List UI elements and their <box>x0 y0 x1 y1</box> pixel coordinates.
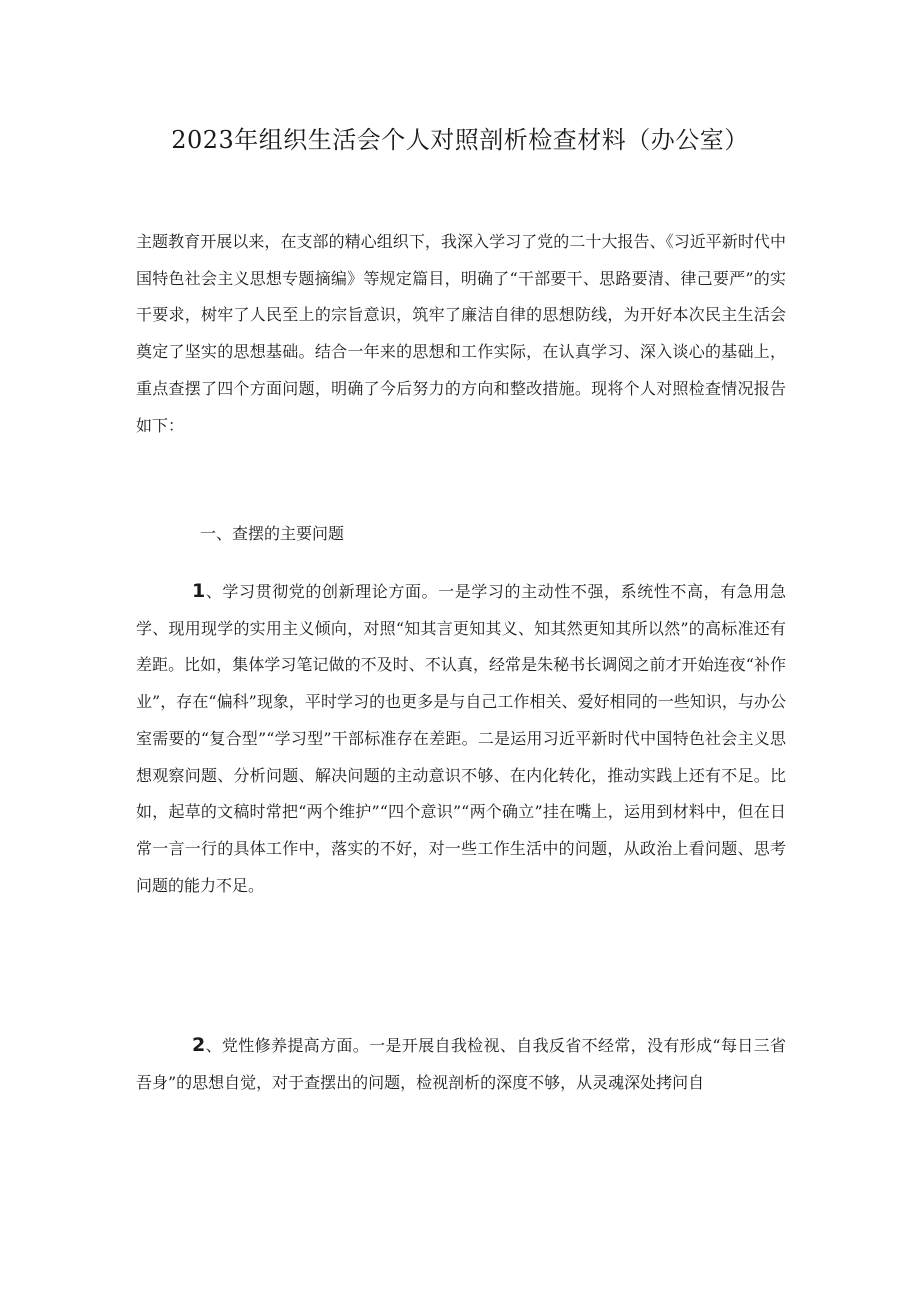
section-heading: 一、查摆的主要问题 <box>200 524 345 543</box>
item-1-number: 1 <box>192 580 206 602</box>
item-2-text: 、党性修养提高方面。一是开展自我检视、自我反省不经常，没有形成“每日三省吾身”的思想自觉，对于查摆出的问题，检视剖析的深度不够，从灵魂深处拷问自 <box>136 1036 786 1092</box>
document-title: 2023年组织生活会个人对照剖析检查材料（办公室） <box>171 126 749 154</box>
intro-paragraph: 主题教育开展以来，在支部的精心组织下，我深入学习了党的二十大报告、《习近平新时代中国特色社会主义思想专题摘编》等规定篇目，明确了“干部要干、思路要清、律己要严”的实干要求，树牢了人民至上的宗旨意识，筑牢了廉洁自律的思想防线，为开好本次民主生活会奠定了坚实的思想基础。结合一年来的思想和工作实际，在认真学习、深入谈心的基础上，重点查摆了四个方面问题，明确了今后努力的方向和整改措施。现将个人对照检查情况报告如下： <box>136 232 786 435</box>
item-1-text: 、学习贯彻党的创新理论方面。一是学习的主动性不强，系统性不高，有急用急学、现用现学的实用主义倾向，对照“知其言更知其义、知其然更知其所以然”的高标准还有差距。比如，集体学习笔记做的不及时、不认真，经常是朱秘书长调阅之前才开始连夜“补作业”，存在“偏科”现象，平时学习的也更多是与自己工作相关、爱好相同的一些知识，与办公室需要的“复合型”“学习型”干部标准存在差距。二是运用习近平新时代中国特色社会主义思想观察问题、分析问题、解决问题的主动意识不够、在内化转化，推动实践上还有不足。比如，起草的文稿时常把“两个维护”“四个意识”“两个确立”挂在嘴上，运用到材料中，但在日常一言一行的具体工作中，落实的不好，对一些工作生活中的问题，从政治上看问题、思考问题的能力不足。 <box>136 582 786 895</box>
item-1-paragraph <box>136 573 786 904</box>
item-2-paragraph <box>136 1027 786 1101</box>
item-2-number: 2 <box>192 1034 206 1056</box>
